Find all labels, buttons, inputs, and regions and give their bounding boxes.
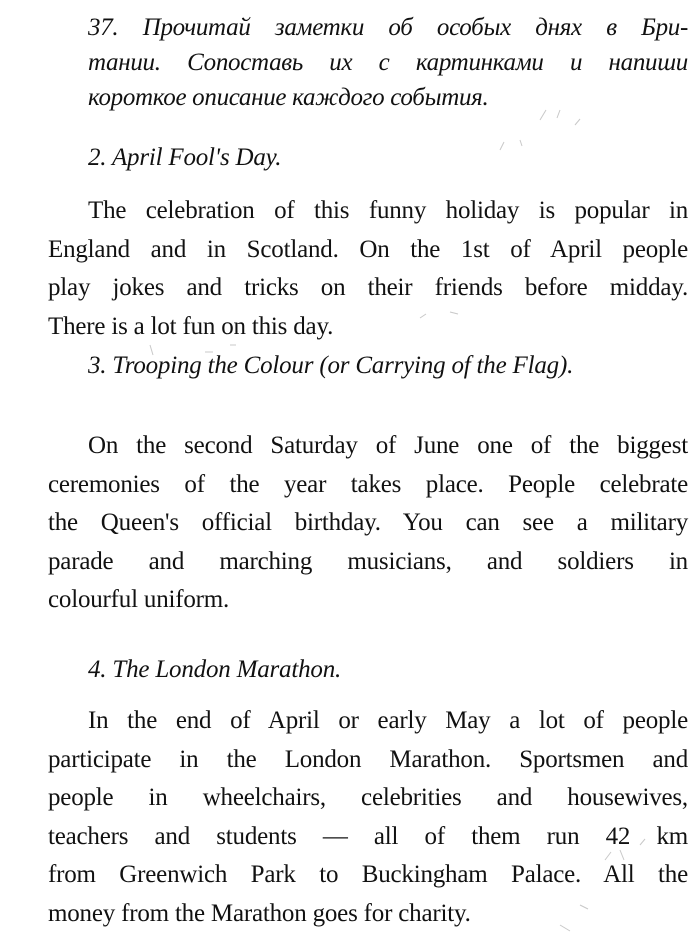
- paragraph-trooping-the-colour: [48, 427, 688, 620]
- paragraph-line: On the second Saturday of June one of the biggest: [88, 432, 688, 459]
- paragraph-line: from Greenwich Park to Buckingham Palace. All the: [48, 861, 688, 888]
- paragraph-line: parade and marching musicians, and soldiers in: [48, 547, 688, 575]
- paragraph-line: ceremonies of the year takes place. People celebrate: [48, 470, 688, 498]
- paragraph-april-fools-day: [48, 192, 688, 346]
- heading-london-marathon: 4. The London Marathon.: [88, 656, 342, 683]
- paragraph-line: In the end of April or early May a lot of people: [88, 707, 688, 734]
- paragraph-line: England and in Scotland. On the 1st of April people: [48, 235, 688, 263]
- paragraph-line: the Queen's official birthday. You can see a military: [48, 509, 688, 536]
- paragraph-line: participate in the London Marathon. Sportsmen and: [48, 745, 688, 773]
- heading-trooping-the-colour: 3. Trooping the Colour (or Carrying of the Flag).: [88, 352, 574, 379]
- paragraph-line: colourful uniform.: [48, 586, 230, 613]
- paragraph-line: teachers and students — all of them run 42 km: [48, 822, 688, 850]
- paragraph-line: people in wheelchairs, celebrities and housewives,: [48, 784, 688, 811]
- task-line-3: короткое описание каждого события.: [88, 84, 489, 111]
- paragraph-line: The celebration of this funny holiday is popular in: [88, 197, 688, 224]
- heading-april-fools-day: 2. April Fool's Day.: [88, 144, 282, 171]
- task-line-2: тании. Сопоставь их с картинками и напиши: [88, 49, 688, 76]
- paragraph-line: There is a lot fun on this day.: [48, 312, 334, 340]
- task-line-1: 37. Прочитай заметки об особых днях в Бри-: [88, 14, 688, 41]
- paragraph-london-marathon: [48, 702, 688, 933]
- paragraph-line: money from the Marathon goes for charity.: [48, 899, 471, 927]
- paragraph-line: play jokes and tricks on their friends before midday.: [48, 274, 688, 301]
- task-instruction: [88, 10, 688, 115]
